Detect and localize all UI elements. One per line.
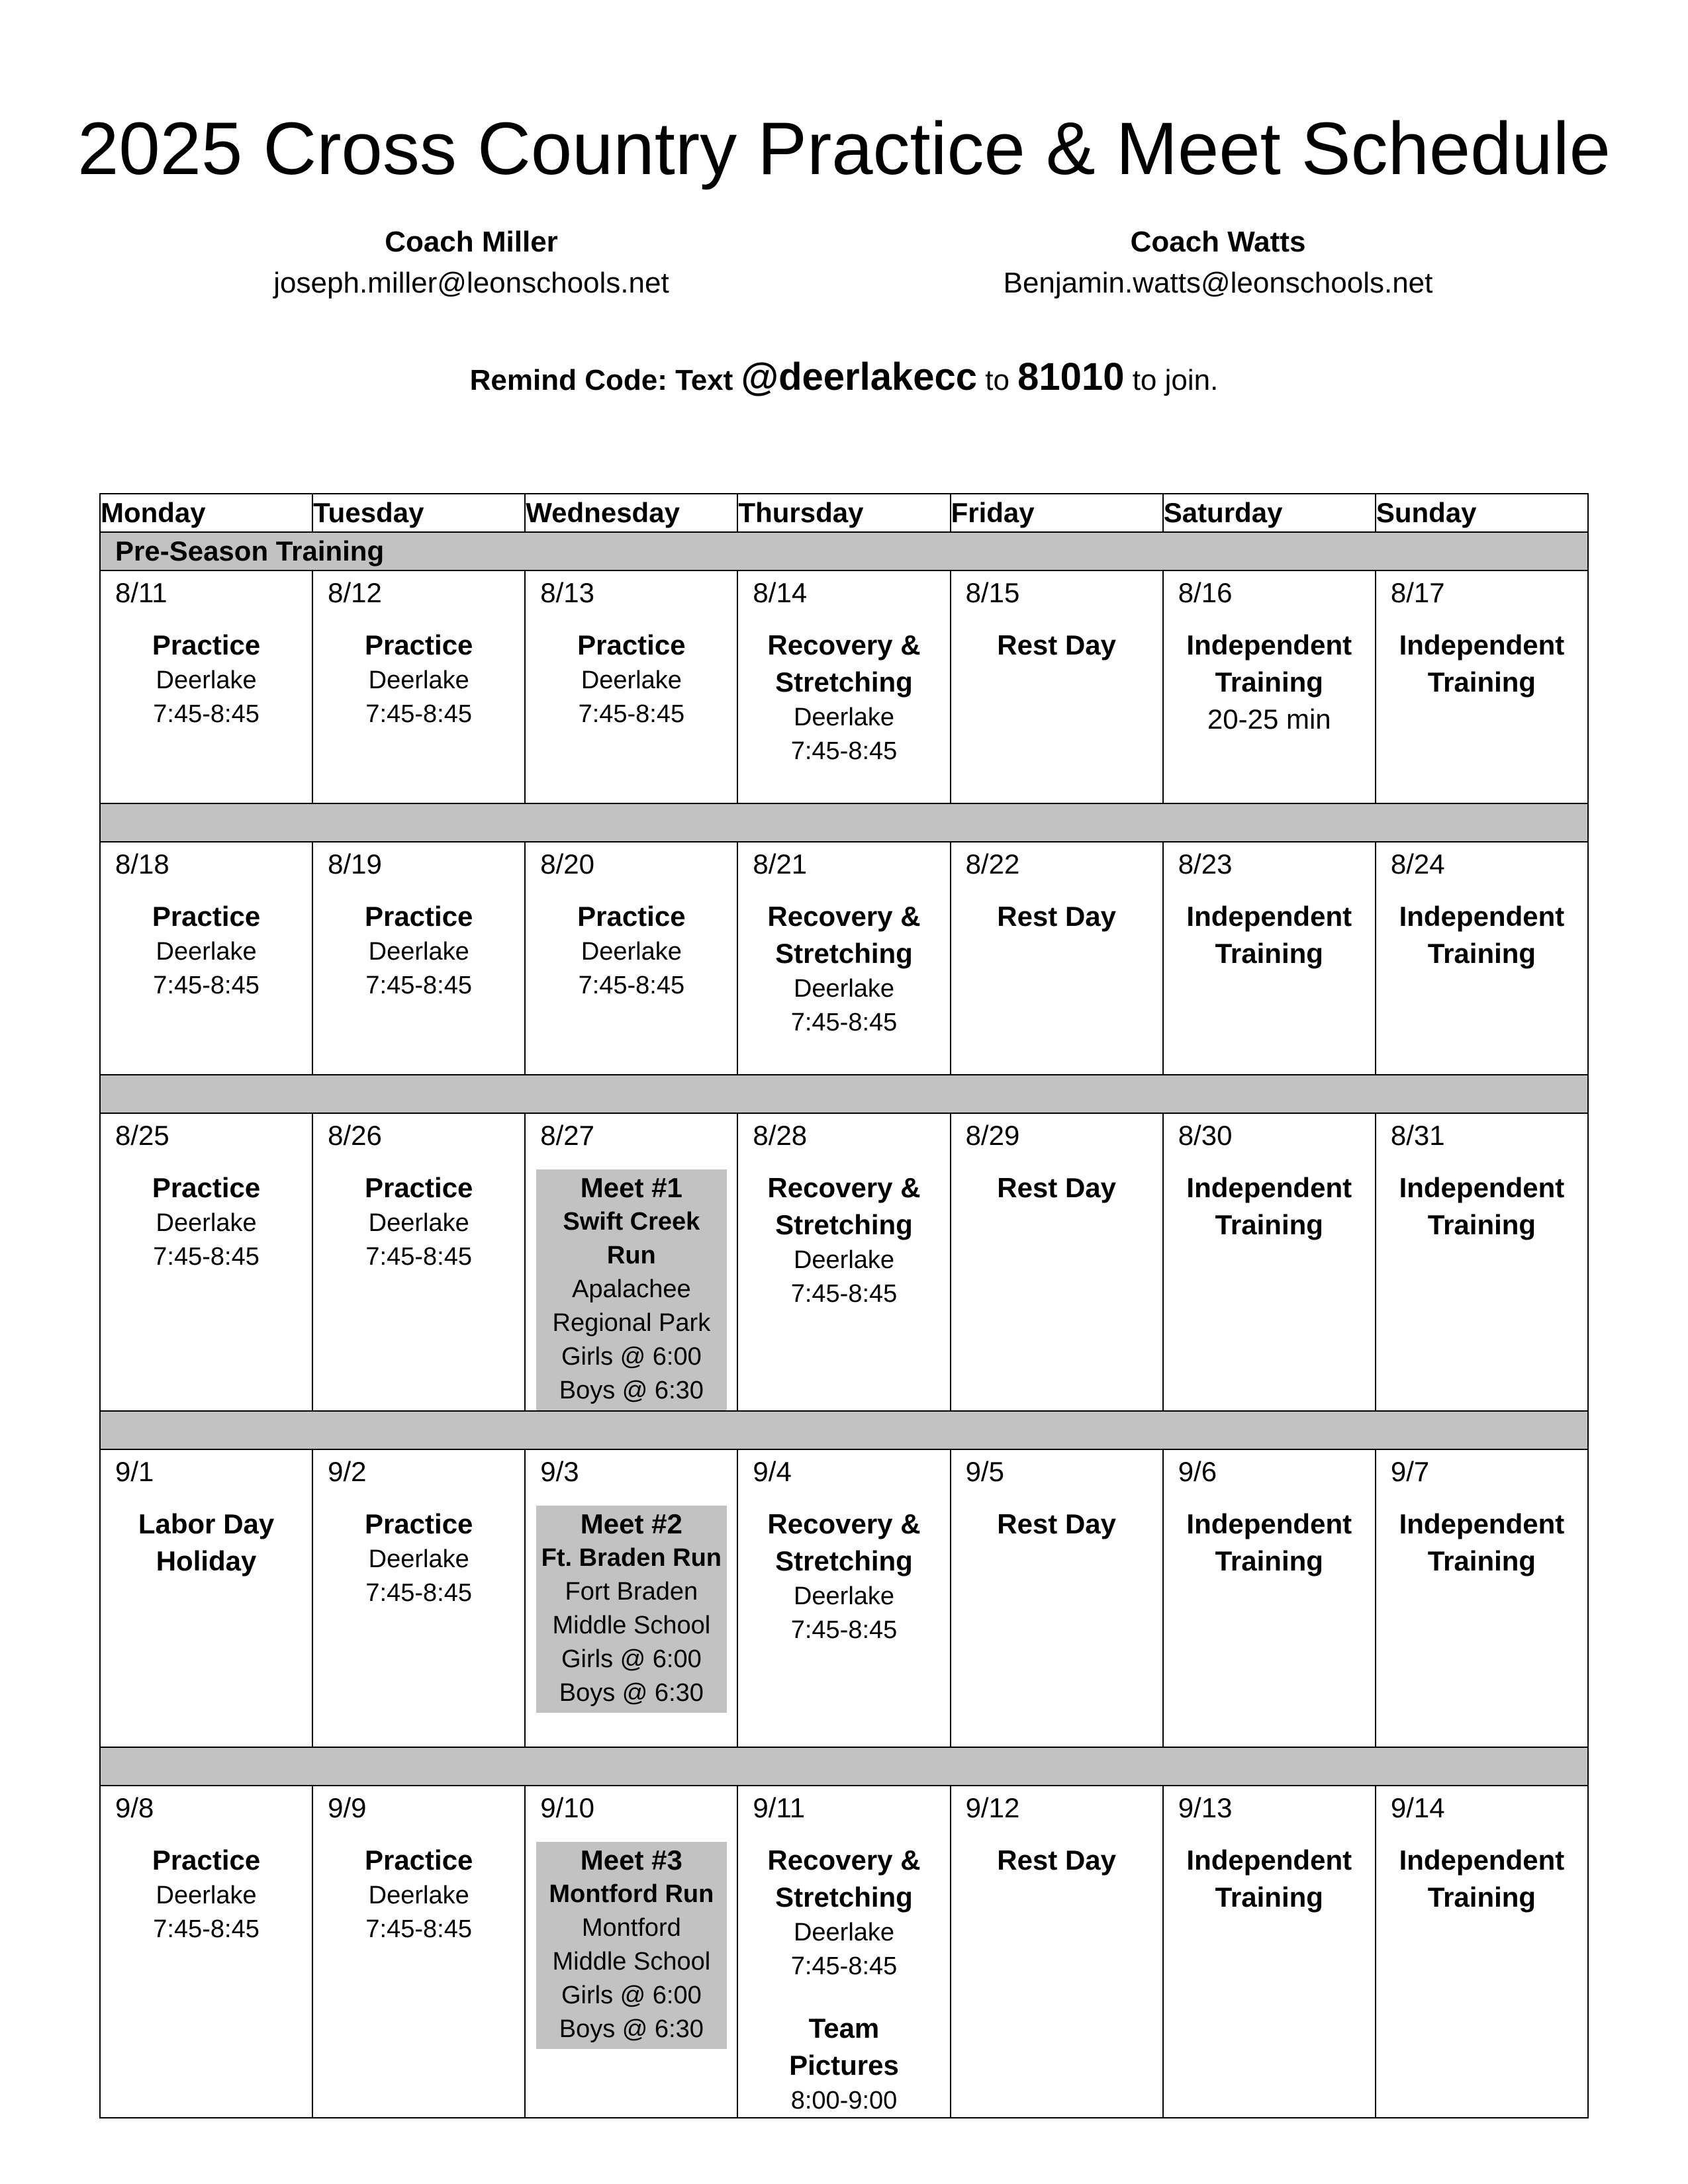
schedule-table <box>99 493 1589 2118</box>
activity-title: Rest Day <box>997 1844 1116 1876</box>
meet-number: Meet #1 <box>580 1172 682 1203</box>
cell-content <box>951 1169 1162 1206</box>
date-label: 8/12 <box>328 577 382 608</box>
date-label: 8/13 <box>540 577 595 608</box>
activity-title: Rest Day <box>997 901 1116 932</box>
day-cell <box>951 842 1163 1075</box>
date-label: 9/12 <box>965 1792 1020 1823</box>
day-cell <box>951 570 1163 803</box>
activity-time: 7:45-8:45 <box>153 700 259 728</box>
day-cell <box>737 1786 950 2118</box>
day-header-wednesday: Wednesday <box>525 494 737 532</box>
meet-number: Meet #2 <box>580 1508 682 1539</box>
day-cell <box>1376 1786 1588 2118</box>
day-cell <box>951 1786 1163 2118</box>
day-cell <box>737 570 950 803</box>
day-cell <box>525 1113 737 1411</box>
cell-content <box>1164 627 1375 738</box>
remind-suffix: to join. <box>1132 364 1219 396</box>
activity-title: Practice <box>577 901 686 932</box>
date-label: 8/24 <box>1390 848 1445 880</box>
meet-name: Ft. Braden Run <box>541 1544 722 1572</box>
day-cell <box>100 842 312 1075</box>
activity-title: Practice <box>364 629 473 660</box>
day-cell <box>1376 1113 1588 1411</box>
day-cell <box>951 1449 1163 1747</box>
date-label: 9/11 <box>753 1792 806 1823</box>
day-cell <box>312 842 525 1075</box>
remind-code-line <box>0 351 1688 407</box>
band-label: Pre-Season Training <box>100 532 1588 570</box>
day-cell <box>100 1449 312 1747</box>
cell-content <box>1164 1842 1375 1916</box>
day-cell <box>951 1113 1163 1411</box>
cell-content <box>1376 1169 1587 1244</box>
date-label: 9/14 <box>1390 1792 1445 1823</box>
meet-number: Meet #3 <box>580 1844 682 1876</box>
date-label: 8/19 <box>328 848 382 880</box>
date-label: 8/31 <box>1390 1120 1445 1151</box>
cell-content <box>951 1506 1162 1543</box>
activity-location: Deerlake <box>793 1919 895 1946</box>
activity-location: Deerlake <box>581 666 682 694</box>
activity-location: Deerlake <box>793 1246 895 1274</box>
day-cell <box>312 1113 525 1411</box>
date-label: 8/18 <box>115 848 169 880</box>
date-label: 8/28 <box>753 1120 808 1151</box>
date-label: 8/30 <box>1178 1120 1233 1151</box>
activity-title: Practice <box>364 901 473 932</box>
date-label: 9/10 <box>540 1792 595 1823</box>
date-label: 8/17 <box>1390 577 1445 608</box>
activity-time: 7:45-8:45 <box>365 1243 472 1271</box>
coach-miller <box>173 222 769 304</box>
day-cell <box>737 842 950 1075</box>
activity-location: Deerlake <box>581 938 682 966</box>
activity-title: Practice <box>152 1172 261 1203</box>
week-row <box>100 842 1588 1075</box>
activity-time: 7:45-8:45 <box>790 1280 898 1308</box>
cell-content <box>313 1842 524 1946</box>
cell-content <box>526 898 737 1003</box>
date-label: 9/8 <box>115 1792 154 1823</box>
cell-content <box>101 627 312 731</box>
meet-venue: Apalachee <box>572 1275 691 1303</box>
day-cell <box>737 1449 950 1747</box>
activity-time: 7:45-8:45 <box>153 1915 259 1943</box>
date-label: 8/27 <box>540 1120 595 1151</box>
date-label: 8/14 <box>753 577 808 608</box>
cell-content <box>101 1842 312 1946</box>
cell-content <box>1376 627 1587 701</box>
activity-title: Independent Training <box>1186 1172 1352 1240</box>
day-cell <box>737 1113 950 1411</box>
day-cell <box>1163 1113 1376 1411</box>
activity-duration: 20-25 min <box>1207 704 1331 735</box>
date-label: 8/22 <box>965 848 1020 880</box>
week-separator-band <box>100 803 1588 842</box>
activity-title: Independent Training <box>1399 901 1565 969</box>
date-label: 9/3 <box>540 1456 579 1487</box>
meet-venue: Fort Braden <box>565 1578 698 1606</box>
activity-location: Deerlake <box>156 938 257 966</box>
cell-content <box>738 627 949 768</box>
activity-title: Rest Day <box>997 629 1116 660</box>
meet-girls-time: Girls @ 6:00 <box>561 1343 702 1371</box>
date-label: 9/13 <box>1178 1792 1233 1823</box>
date-label: 9/9 <box>328 1792 367 1823</box>
activity-title: Recovery & Stretching <box>767 901 921 969</box>
activity-title: Rest Day <box>997 1508 1116 1539</box>
day-cell <box>1163 570 1376 803</box>
cell-content <box>526 1169 737 1410</box>
activity-time: 7:45-8:45 <box>365 1579 472 1607</box>
cell-content <box>1376 1842 1587 1916</box>
date-label: 8/11 <box>115 577 167 608</box>
date-label: 9/6 <box>1178 1456 1217 1487</box>
week-row <box>100 570 1588 803</box>
day-cell <box>100 1786 312 2118</box>
cell-content <box>313 627 524 731</box>
meet-box <box>536 1506 727 1713</box>
spacer <box>738 1983 949 2010</box>
cell-content <box>101 1506 312 1580</box>
remind-code: @deerlakecc <box>741 355 977 398</box>
cell-content <box>951 898 1162 935</box>
date-label: 9/5 <box>965 1456 1004 1487</box>
note-time: 8:00-9:00 <box>790 2087 898 2115</box>
activity-title: Recovery & Stretching <box>767 1172 921 1240</box>
activity-time: 7:45-8:45 <box>365 1915 472 1943</box>
activity-title: Rest Day <box>997 1172 1116 1203</box>
activity-title: Recovery & Stretching <box>767 1844 921 1913</box>
activity-location: Deerlake <box>156 1882 257 1909</box>
activity-time: 7:45-8:45 <box>365 700 472 728</box>
day-cell <box>312 1786 525 2118</box>
meet-box <box>536 1842 727 2049</box>
activity-location: Deerlake <box>793 1582 895 1610</box>
day-cell <box>525 570 737 803</box>
activity-title: Practice <box>152 901 261 932</box>
coach-name: Coach Watts <box>1130 226 1306 258</box>
date-label: 8/26 <box>328 1120 382 1151</box>
cell-content <box>101 1169 312 1274</box>
activity-time: 7:45-8:45 <box>365 972 472 999</box>
week-row <box>100 1449 1588 1747</box>
activity-title: Independent Training <box>1399 629 1565 698</box>
day-header-thursday: Thursday <box>737 494 950 532</box>
day-cell <box>100 1113 312 1411</box>
activity-title: Practice <box>152 1844 261 1876</box>
activity-time: 7:45-8:45 <box>153 972 259 999</box>
cell-content <box>1376 1506 1587 1580</box>
activity-title: Recovery & Stretching <box>767 1508 921 1576</box>
cell-content <box>101 898 312 1003</box>
date-label: 8/16 <box>1178 577 1233 608</box>
day-cell <box>1163 842 1376 1075</box>
date-label: 9/1 <box>115 1456 154 1487</box>
day-header-saturday: Saturday <box>1163 494 1376 532</box>
cell-content <box>738 1506 949 1647</box>
date-label: 8/15 <box>965 577 1020 608</box>
activity-time: 7:45-8:45 <box>790 737 898 765</box>
meet-venue: Middle School <box>552 1612 711 1639</box>
week-row <box>100 1786 1588 2118</box>
date-label: 8/21 <box>753 848 808 880</box>
coach-watts <box>920 222 1516 304</box>
cell-content <box>738 1842 949 2118</box>
activity-time: 7:45-8:45 <box>790 1952 898 1980</box>
cell-content <box>951 627 1162 664</box>
day-header-monday: Monday <box>100 494 312 532</box>
meet-venue: Middle School <box>552 1948 711 1976</box>
cell-content <box>313 1506 524 1610</box>
activity-title: Independent Training <box>1186 1844 1352 1913</box>
day-cell <box>312 1449 525 1747</box>
day-cell <box>1163 1449 1376 1747</box>
date-label: 8/23 <box>1178 848 1233 880</box>
activity-title: Practice <box>152 629 261 660</box>
cell-content <box>738 898 949 1040</box>
week-row <box>100 1113 1588 1411</box>
band-spacer <box>100 1411 1588 1449</box>
remind-to: to <box>985 364 1009 396</box>
activity-time: 7:45-8:45 <box>790 1616 898 1644</box>
page-title: 2025 Cross Country Practice & Meet Schedule <box>77 107 1611 190</box>
activity-time: 7:45-8:45 <box>153 1243 259 1271</box>
date-label: 9/4 <box>753 1456 792 1487</box>
cell-content <box>526 1506 737 1713</box>
activity-location: Deerlake <box>368 1209 469 1237</box>
meet-name: Montford Run <box>549 1880 714 1908</box>
activity-location: Deerlake <box>156 666 257 694</box>
band-spacer <box>100 1747 1588 1786</box>
band-spacer <box>100 1075 1588 1113</box>
cell-content <box>526 627 737 731</box>
cell-content <box>951 1842 1162 1879</box>
meet-girls-time: Girls @ 6:00 <box>561 1981 702 2009</box>
day-cell <box>100 570 312 803</box>
meet-boys-time: Boys @ 6:30 <box>559 2015 704 2043</box>
day-cell <box>1376 570 1588 803</box>
cell-content <box>526 1842 737 2049</box>
meet-venue: Regional Park <box>552 1309 711 1337</box>
date-label: 8/20 <box>540 848 595 880</box>
remind-number: 81010 <box>1017 355 1125 398</box>
week-separator-band <box>100 1411 1588 1449</box>
activity-location: Deerlake <box>368 938 469 966</box>
meet-name: Swift Creek Run <box>563 1208 700 1269</box>
week-separator-band <box>100 1075 1588 1113</box>
activity-title: Independent Training <box>1399 1172 1565 1240</box>
activity-title: Independent Training <box>1399 1508 1565 1576</box>
remind-prefix: Remind Code: Text <box>469 364 733 396</box>
activity-title: Practice <box>364 1844 473 1876</box>
activity-time: 7:45-8:45 <box>578 700 685 728</box>
activity-location: Deerlake <box>156 1209 257 1237</box>
coach-email: Benjamin.watts@leonschools.net <box>1003 267 1433 299</box>
activity-location: Deerlake <box>368 1545 469 1573</box>
day-cell <box>1376 1449 1588 1747</box>
day-cell <box>312 570 525 803</box>
cell-content <box>738 1169 949 1311</box>
cell-content <box>313 1169 524 1274</box>
meet-boys-time: Boys @ 6:30 <box>559 1679 704 1707</box>
day-cell <box>1163 1786 1376 2118</box>
cell-content <box>1164 898 1375 972</box>
band-spacer <box>100 803 1588 842</box>
activity-title: Independent Training <box>1186 1508 1352 1576</box>
activity-time: 7:45-8:45 <box>790 1009 898 1036</box>
day-header-sunday: Sunday <box>1376 494 1588 532</box>
day-cell <box>525 1786 737 2118</box>
coach-email: joseph.miller@leonschools.net <box>273 267 669 299</box>
activity-time: 7:45-8:45 <box>578 972 685 999</box>
week-separator-band <box>100 1747 1588 1786</box>
cell-content <box>1164 1169 1375 1244</box>
activity-title: Labor Day Holiday <box>138 1508 275 1576</box>
meet-girls-time: Girls @ 6:00 <box>561 1645 702 1673</box>
activity-location: Deerlake <box>368 1882 469 1909</box>
day-header-friday: Friday <box>951 494 1163 532</box>
date-label: 9/2 <box>328 1456 367 1487</box>
meet-venue: Montford <box>581 1914 681 1942</box>
day-cell <box>1376 842 1588 1075</box>
activity-title: Practice <box>577 629 686 660</box>
activity-title: Recovery & Stretching <box>767 629 921 698</box>
day-header-tuesday: Tuesday <box>312 494 525 532</box>
activity-title: Independent Training <box>1186 901 1352 969</box>
cell-content <box>313 898 524 1003</box>
activity-location: Deerlake <box>368 666 469 694</box>
activity-title: Independent Training <box>1186 629 1352 698</box>
date-label: 8/29 <box>965 1120 1020 1151</box>
date-label: 9/7 <box>1390 1456 1430 1487</box>
note-title: Team Pictures <box>789 2013 899 2081</box>
day-cell <box>525 842 737 1075</box>
day-cell <box>525 1449 737 1747</box>
activity-location: Deerlake <box>793 704 895 731</box>
cell-content <box>1164 1506 1375 1580</box>
activity-title: Independent Training <box>1399 1844 1565 1913</box>
meet-boys-time: Boys @ 6:30 <box>559 1377 704 1404</box>
activity-location: Deerlake <box>793 975 895 1003</box>
meet-box <box>536 1169 727 1410</box>
cell-content <box>1376 898 1587 972</box>
activity-title: Practice <box>364 1508 473 1539</box>
day-header-row <box>100 494 1588 532</box>
coach-name: Coach Miller <box>385 226 558 258</box>
activity-title: Practice <box>364 1172 473 1203</box>
date-label: 8/25 <box>115 1120 169 1151</box>
week-separator-band <box>100 532 1588 570</box>
